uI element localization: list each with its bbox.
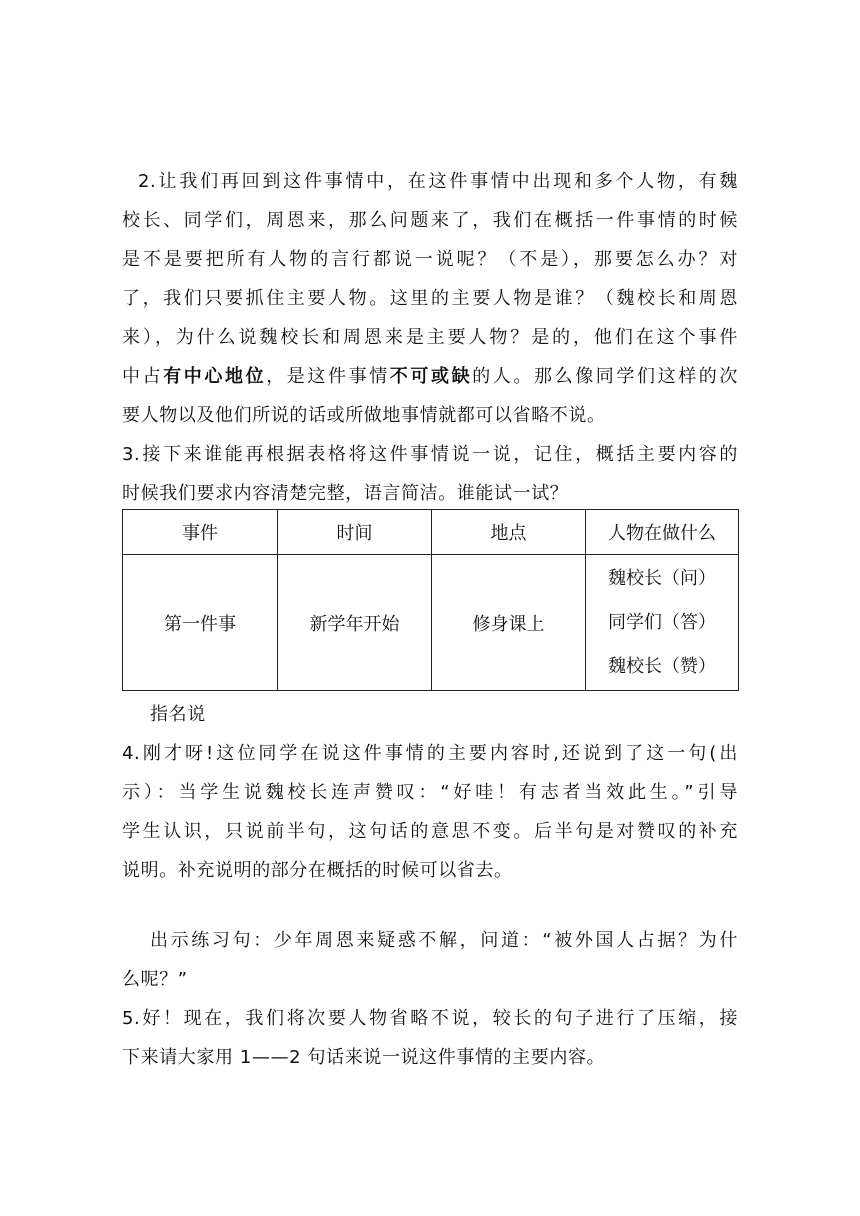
text-line: 4.刚才呀!这位同学在说这件事情的主要内容时,还说到了这一句(出 bbox=[122, 743, 738, 764]
cell-actions bbox=[586, 555, 739, 691]
table-header-row bbox=[123, 510, 739, 555]
text-line: 指名说 bbox=[150, 704, 206, 725]
header-actions: 人物在做什么 bbox=[586, 510, 739, 555]
cell-place: 修身课上 bbox=[432, 555, 586, 691]
text-line: 下来请大家用 1——2 句话来说一说这件事情的主要内容。 bbox=[122, 1047, 606, 1068]
text-line-with-emphasis bbox=[122, 365, 738, 389]
header-time: 时间 bbox=[278, 510, 432, 555]
text-line: 来），为什么说魏校长和周恩来是主要人物？是的，他们在这个事件 bbox=[122, 327, 738, 348]
cell-event: 第一件事 bbox=[123, 555, 278, 691]
action-item: 同学们（答） bbox=[608, 611, 716, 633]
text-line: 了，我们只要抓住主要人物。这里的主要人物是谁？（魏校长和周恩 bbox=[122, 288, 738, 309]
table-row bbox=[123, 555, 739, 691]
action-item: 魏校长（问） bbox=[608, 567, 716, 589]
text-line: 校长、同学们，周恩来，那么问题来了，我们在概括一件事情的时候 bbox=[122, 210, 738, 231]
text-line: 2.让我们再回到这件事情中，在这件事情中出现和多个人物，有魏 bbox=[138, 171, 738, 192]
cell-time: 新学年开始 bbox=[278, 555, 432, 691]
emphasis-central-position: 有中心地位 bbox=[163, 366, 267, 387]
text-line: 么呢？” bbox=[122, 969, 188, 990]
text-line: 学生认识，只说前半句，这句话的意思不变。后半句是对赞叹的补充 bbox=[122, 821, 738, 842]
text-line: 说明。补充说明的部分在概括的时候可以省去。 bbox=[122, 860, 513, 881]
text-line: 示）：当学生说魏校长连声赞叹：“好哇！有志者当效此生。”引导 bbox=[122, 782, 738, 803]
event-summary-table bbox=[122, 509, 739, 691]
action-item: 魏校长（赞） bbox=[608, 655, 716, 677]
text-line: 5.好！现在，我们将次要人物省略不说，较长的句子进行了压缩，接 bbox=[122, 1008, 738, 1029]
text-line: 3.接下来谁能再根据表格将这件事情说一说，记住，概括主要内容的 bbox=[122, 444, 738, 465]
text-line: 时候我们要求内容清楚完整，语言简洁。谁能试一试？ bbox=[122, 483, 569, 504]
text-line: 要人物以及他们所说的话或所做地事情就都可以省略不说。 bbox=[122, 405, 606, 426]
emphasis-indispensable: 不可或缺 bbox=[389, 366, 473, 387]
text-line: 出示练习句：少年周恩来疑惑不解，问道：“被外国人占据？为什 bbox=[150, 930, 738, 951]
text-segment: ，是这件事情 bbox=[266, 366, 390, 387]
header-event: 事件 bbox=[123, 510, 278, 555]
text-segment: 的人。那么像同学们这样的次 bbox=[472, 366, 738, 387]
header-place: 地点 bbox=[432, 510, 586, 555]
text-line: 是不是要把所有人物的言行都说一说呢？（不是），那要怎么办？对 bbox=[122, 249, 738, 270]
text-segment: 中占 bbox=[122, 366, 164, 387]
